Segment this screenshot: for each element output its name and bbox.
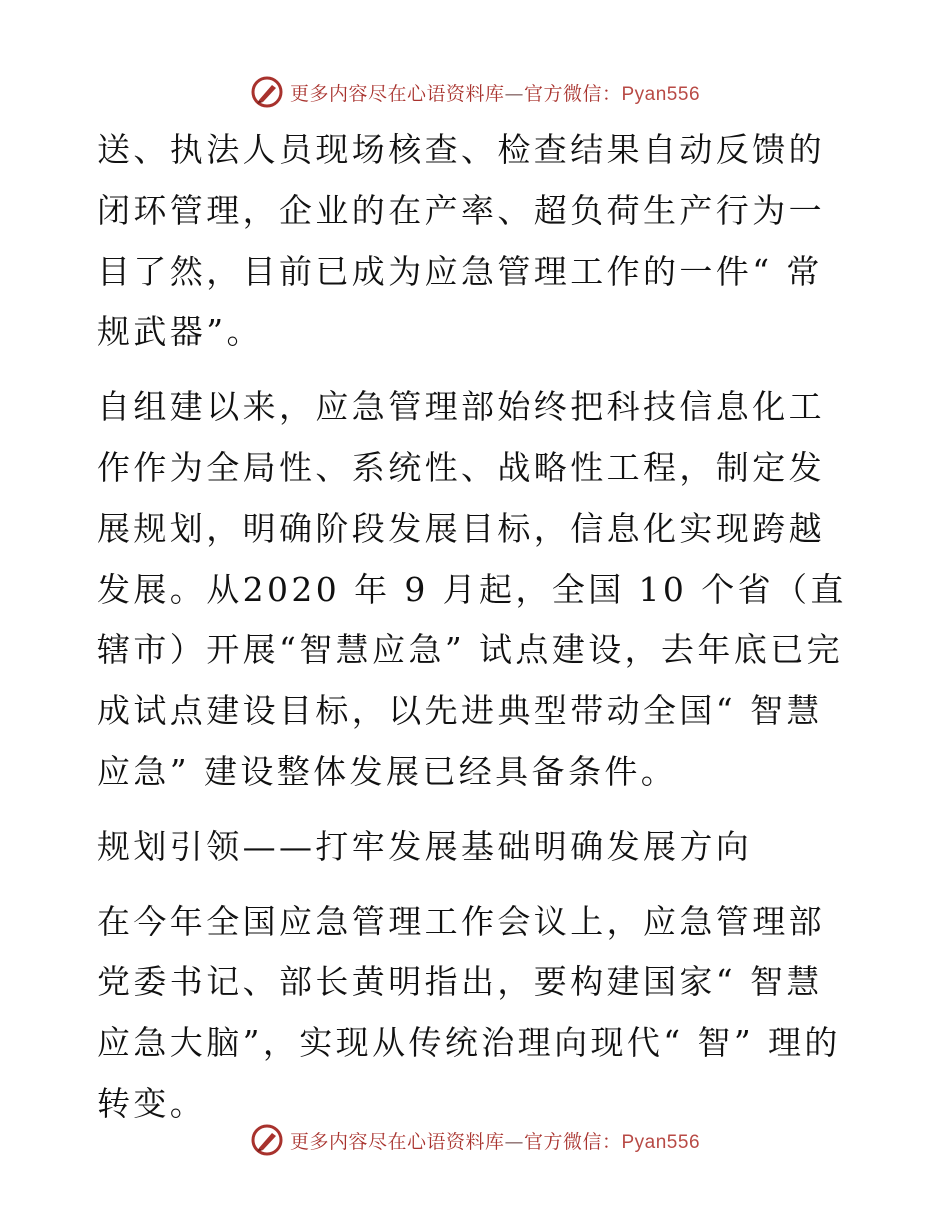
- pen-logo-icon: [250, 1123, 284, 1157]
- watermark-site: 更多内容尽在心语资料库: [289, 1130, 505, 1153]
- watermark-text: [290, 79, 700, 106]
- watermark-wechat-id: Pyan556: [621, 83, 701, 105]
- watermark-dash: —: [504, 1130, 524, 1153]
- paragraph-1: 送、执法人员现场核查、检查结果自动反馈的闭环管理，企业的在产率、超负荷生产行为一目了然，目前已成为应急管理工作的一件“ 常规武器”。: [97, 130, 825, 352]
- section-heading: 规划引领——打牢发展基础明确发展方向: [97, 826, 753, 866]
- footer-watermark: [0, 1120, 950, 1160]
- header-watermark: [0, 72, 950, 112]
- watermark-wechat-label: 官方微信：: [523, 1130, 622, 1153]
- watermark-dash: —: [504, 82, 524, 105]
- watermark-wechat-label: 官方微信：: [523, 82, 622, 105]
- paragraph-3: 在今年全国应急管理工作会议上，应急管理部党委书记、部长黄明指出，要构建国家“ 智慧应急大脑”，实现从传统治理向现代“ 智” 理的转变。: [97, 901, 841, 1123]
- pen-logo-icon: [250, 75, 284, 109]
- watermark-wechat-id: Pyan556: [621, 1131, 701, 1153]
- watermark-text: [290, 1127, 700, 1154]
- paragraph-2: 自组建以来，应急管理部始终把科技信息化工作作为全局性、系统性、战略性工程，制定发展规划，明确阶段发展目标，信息化实现跨越发展。从2020 年 9 月起，全国 10 个省（直辖市）开展“智慧应急” 试点建设，去年底已完成试点建设目标，以先进典型带动全国“ 智慧应急” 建设整体发展已经具备条件。: [97, 387, 847, 791]
- document-body: [97, 120, 857, 1135]
- watermark-site: 更多内容尽在心语资料库: [289, 82, 505, 105]
